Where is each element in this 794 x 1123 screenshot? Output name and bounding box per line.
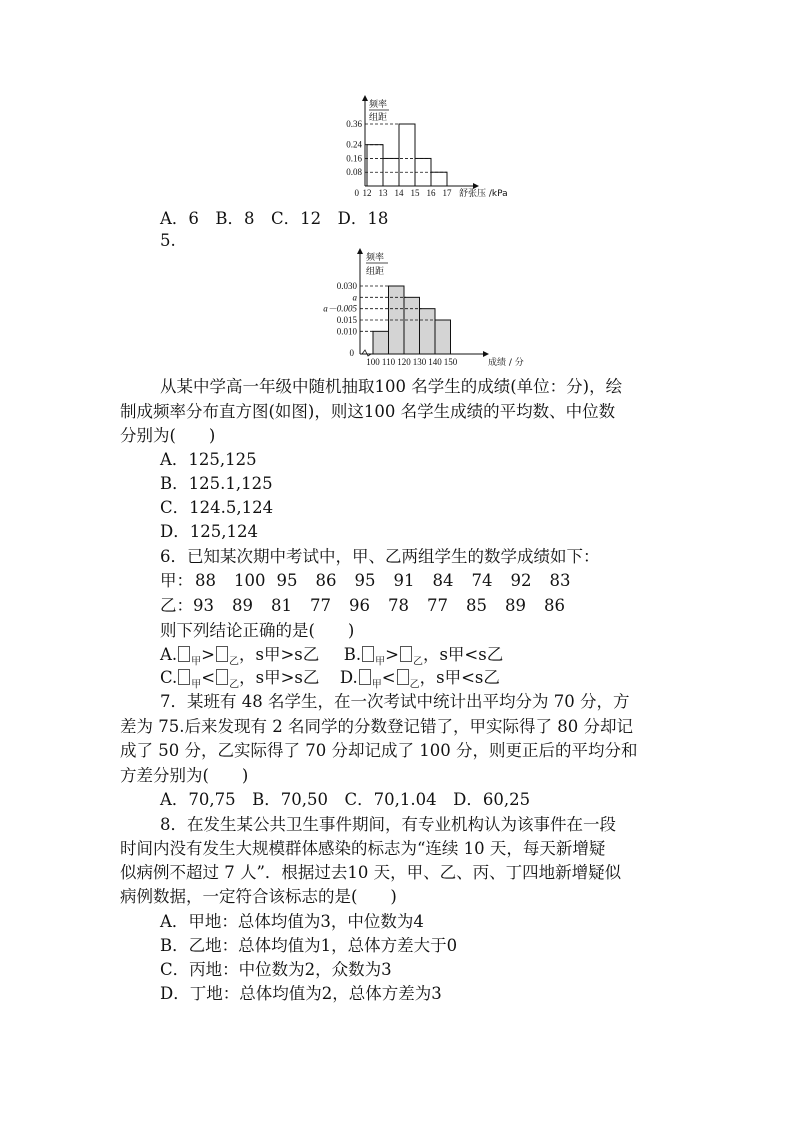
q6-option-b: B. $_甲$> $_乙$，s甲<s乙 (343, 645, 504, 668)
x-tick-label: 15 (410, 188, 420, 198)
yi-score-8: 89 (505, 596, 526, 615)
q8-line2: 时间内没有发生大规模群体感染的标志为“连续 10 天，每天新增疑 (120, 839, 606, 858)
y-label-top: 频率 (369, 100, 388, 110)
q7-line3: 成了 50 分，乙实际得了 70 分却记成了 100 分，则更正后的平均分和 (120, 741, 638, 760)
y-tick-label: 0.015 (336, 315, 357, 325)
q5-stem-line2: 制成频率分布直方图(如图)，则这100 名学生成绩的平均数、中位数 (120, 402, 616, 421)
q8-option-a: A．甲地：总体均值为3，中位数为4 (160, 912, 424, 931)
q5-option-d: D．125,124 (160, 522, 258, 541)
q7-line1: 7．某班有 48 名学生，在一次考试中统计出平均分为 70 分，方 (160, 692, 630, 711)
y-tick-label: a (352, 292, 357, 303)
q7-line2: 差为 75.后来发现有 2 名同学的分数登记错了，甲实际得了 80 分却记 (120, 717, 633, 736)
yi-score-6: 77 (427, 596, 448, 615)
y-tick-label: a－0.005 (323, 303, 357, 314)
bar-140-150 (435, 320, 451, 354)
bar-100-110 (373, 331, 389, 354)
y-axis-arrow-icon (362, 95, 368, 101)
x-bar-glyph-icon (216, 669, 228, 685)
x-tick-label: 14 (394, 188, 404, 198)
x-tick-label: 100 (366, 357, 380, 367)
x-tick-label: 13 (378, 188, 388, 198)
yi-score-3: 77 (310, 596, 331, 615)
y-tick-label: 0.36 (346, 119, 362, 129)
q6-option-d: D. $_甲$< $_乙$，s甲<s乙 (339, 668, 500, 691)
x-axis-arrow-icon (483, 351, 489, 357)
q5-option-b: B．125.1,125 (160, 474, 273, 493)
q5-number: 5. (160, 231, 176, 250)
q8-line4: 病例数据，一定符合该标志的是( ) (120, 887, 397, 906)
q6-stem: 6．已知某次期中考试中，甲、乙两组学生的数学成绩如下： (160, 547, 600, 566)
yi-score-5: 78 (388, 596, 409, 615)
q6-jia-label: 甲： (160, 571, 193, 590)
jia-score-2: 95 (276, 571, 298, 590)
bar-14-15 (399, 124, 415, 186)
yi-score-9: 86 (544, 596, 565, 615)
yi-score-1: 89 (232, 596, 253, 615)
x-tick-label: 140 (428, 357, 442, 367)
jia-score-1: 100 (234, 571, 266, 590)
yi-score-7: 85 (466, 596, 487, 615)
q6-jia-row (160, 570, 589, 592)
origin-label: 0 (349, 348, 354, 358)
y-tick-label: 0.030 (336, 281, 357, 291)
x-axis-label: 成绩 / 分 (488, 358, 524, 368)
jia-score-9: 83 (549, 571, 571, 590)
q7-options: A．70,75 B．70,50 C．70,1.04 D．60,25 (160, 790, 531, 809)
x-tick-label: 17 (442, 188, 452, 198)
x-bar-glyph-icon (178, 646, 190, 662)
x-axis-label: 舒张压 /kPa (459, 189, 508, 199)
q6-question: 则下列结论正确的是( ) (160, 621, 355, 640)
axis-break-icon (362, 350, 371, 356)
y-tick-label: 0.24 (346, 139, 362, 150)
yi-score-2: 81 (271, 596, 292, 615)
q8-option-c: C．丙地：中位数为2，众数为3 (160, 960, 392, 979)
jia-score-8: 92 (510, 571, 532, 590)
y-tick-label: 0.16 (346, 153, 362, 164)
bar-120-130 (404, 297, 420, 354)
x-tick-label: 130 (412, 357, 427, 367)
bar-16-17 (431, 172, 447, 186)
y-axis-arrow-icon (357, 248, 363, 254)
y-tick-label: 0.08 (346, 167, 362, 178)
histogram-chart-1 (330, 95, 510, 210)
jia-score-7: 74 (471, 571, 493, 590)
x-tick-label: 120 (397, 357, 411, 367)
y-label-top: 频率 (366, 253, 385, 263)
q8-line3: 似病例不超过 7 人”．根据过去10 天，甲、乙、丙、丁四地新增疑似 (120, 863, 622, 882)
jia-score-3: 86 (315, 571, 337, 590)
histogram-chart-2 (310, 248, 530, 373)
origin-label: 0 (354, 188, 359, 198)
q8-line1: 8．在发生某公共卫生事件期间，有专业机构认为该事件在一段 (160, 815, 616, 834)
q4-options: A．6 B．8 C．12 D．18 (160, 209, 389, 228)
q5-stem-line3: 分别为( ) (120, 426, 216, 445)
x-bar-glyph-icon (178, 669, 190, 685)
x-bar-glyph-icon (216, 646, 228, 662)
jia-score-0: 88 (195, 571, 216, 590)
jia-score-6: 84 (432, 571, 454, 590)
q7-line4: 方差分别为( ) (120, 766, 249, 785)
q5-stem-line1: 从某中学高一年级中随机抽取100 名学生的成绩(单位：分)，绘 (160, 377, 623, 396)
q8-option-d: D．丁地：总体均值为2，总体方差为3 (160, 984, 442, 1003)
q6-yi-scores (193, 595, 583, 617)
bar-12-13 (367, 145, 383, 186)
y-tick-label: 0.010 (336, 326, 357, 337)
q6-jia-scores (195, 570, 589, 592)
q8-option-b: B．乙地：总体均值为1，总体方差大于0 (160, 936, 458, 955)
x-bar-glyph-icon (362, 646, 374, 662)
x-bar-glyph-icon (359, 669, 371, 685)
yi-score-0: 93 (193, 596, 214, 615)
x-bar-glyph-icon (400, 646, 412, 662)
q5-option-a: A．125,125 (160, 450, 257, 469)
jia-score-4: 95 (354, 571, 376, 590)
q6-yi-label: 乙： (160, 596, 193, 615)
q6-option-c: C. $_甲$< $_乙$，s甲>s乙 (160, 668, 320, 691)
x-tick-label: 110 (381, 357, 396, 367)
q6-option-a: A. $_甲$> $_乙$，s甲>s乙 (160, 645, 320, 668)
y-label-bottom: 组距 (369, 113, 388, 123)
x-bar-glyph-icon (397, 669, 409, 685)
yi-score-4: 96 (349, 596, 370, 615)
x-tick-label: 12 (362, 188, 372, 198)
jia-score-5: 91 (393, 571, 415, 590)
q6-yi-row (160, 595, 583, 617)
y-label-bottom: 组距 (366, 267, 385, 277)
bar-130-140 (420, 309, 436, 354)
q5-option-c: C．124.5,124 (160, 498, 274, 517)
x-tick-label: 16 (426, 188, 436, 198)
x-tick-label: 150 (443, 357, 458, 367)
